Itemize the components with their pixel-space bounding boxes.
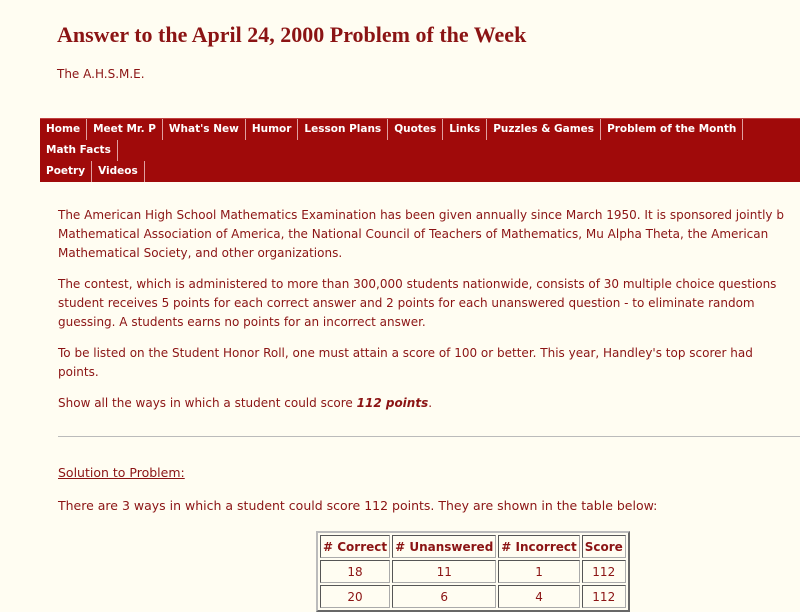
nav-link-lesson-plans[interactable]: Lesson Plans bbox=[298, 119, 388, 140]
cell: 11 bbox=[392, 560, 496, 583]
col-header: Score bbox=[582, 535, 626, 558]
cell: 4 bbox=[498, 585, 579, 608]
cell: 18 bbox=[320, 560, 390, 583]
col-header: # Unanswered bbox=[392, 535, 496, 558]
paragraph: The contest, which is administered to more than 300,000 students nationwide, consists of 30 multiple choice questions student receives 5 points for each correct answer and 2 points for each unanswered question - to eliminate random guessing. A students earns no points for an incorrect answer. bbox=[58, 277, 777, 329]
nav-link-meet-mr-p[interactable]: Meet Mr. P bbox=[87, 119, 163, 140]
page-title: Answer to the April 24, 2000 Problem of the Week bbox=[57, 22, 527, 47]
nav-link-problem-of-the-month[interactable]: Problem of the Month bbox=[601, 119, 743, 140]
table-header-row bbox=[320, 535, 626, 558]
paragraph: To be listed on the Student Honor Roll, one must attain a score of 100 or better. This year, Handley's top scorer had points. bbox=[58, 346, 753, 379]
col-header: # Correct bbox=[320, 535, 390, 558]
question: Show all the ways in which a student could score 112 points. bbox=[58, 396, 433, 410]
paragraph: The American High School Mathematics Examination has been given annually since March 1950. It is sponsored jointly b Mathematical Association of America, the National Council of Teachers of Mathematics, Mu Alpha Theta, the American Mathematical Society, and other organizations. bbox=[58, 208, 784, 260]
cell: 20 bbox=[320, 585, 390, 608]
nav-link-poetry[interactable]: Poetry bbox=[40, 161, 92, 182]
col-header: # Incorrect bbox=[498, 535, 579, 558]
table-row bbox=[320, 560, 626, 583]
cell: 6 bbox=[392, 585, 496, 608]
solution-intro: There are 3 ways in which a student could score 112 points. They are shown in the table below: bbox=[58, 498, 658, 513]
cell: 112 bbox=[582, 585, 626, 608]
cell: 1 bbox=[498, 560, 579, 583]
divider bbox=[58, 436, 800, 437]
nav-bar bbox=[40, 118, 800, 182]
nav-link-videos[interactable]: Videos bbox=[92, 161, 145, 182]
nav-link-home[interactable]: Home bbox=[40, 119, 87, 140]
nav-link-math-facts[interactable]: Math Facts bbox=[40, 140, 118, 161]
nav-link-humor[interactable]: Humor bbox=[246, 119, 299, 140]
table-row bbox=[320, 585, 626, 608]
nav-row bbox=[40, 119, 800, 161]
nav-link-what-s-new[interactable]: What's New bbox=[163, 119, 246, 140]
content bbox=[58, 206, 800, 425]
nav-row bbox=[40, 161, 800, 182]
cell: 112 bbox=[582, 560, 626, 583]
page-subtitle: The A.H.S.M.E. bbox=[57, 67, 145, 81]
solution-heading: Solution to Problem: bbox=[58, 465, 185, 480]
nav-link-quotes[interactable]: Quotes bbox=[388, 119, 443, 140]
nav-link-puzzles-games[interactable]: Puzzles & Games bbox=[487, 119, 601, 140]
nav-link-links[interactable]: Links bbox=[443, 119, 487, 140]
